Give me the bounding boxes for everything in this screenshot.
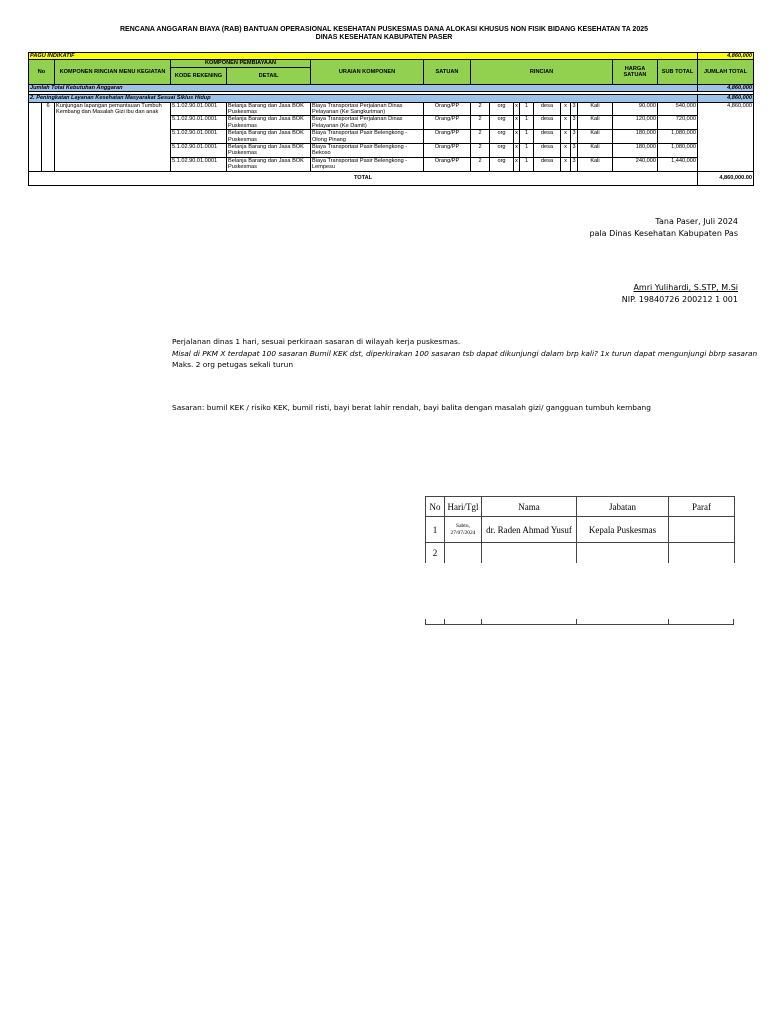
unit-2: desa [534, 144, 561, 158]
attendance-row [426, 517, 735, 543]
attendance-row [426, 543, 735, 563]
attendance-nama [482, 543, 577, 563]
header-kode-rekening: KODE REKENING [171, 67, 227, 84]
attendance-jabatan [577, 543, 669, 563]
qty-1: 2 [471, 157, 490, 171]
header-satuan: SATUAN [424, 60, 471, 84]
attendance-no: 1 [426, 517, 445, 543]
blank-cell [29, 102, 42, 171]
attendance-header-nama: Nama [482, 497, 577, 517]
harga-satuan: 240,000 [613, 157, 658, 171]
document-title [0, 26, 768, 42]
section-value: 4,860,000 [698, 95, 754, 102]
qty-2: 1 [520, 144, 534, 158]
unit-1: org [490, 130, 514, 144]
qty-2: 1 [520, 116, 534, 130]
title-line-2: DINAS KESEHATAN KABUPATEN PASER [315, 34, 453, 41]
detail: Belanja Barang dan Jasa BOK Puskesmas [227, 116, 311, 130]
header-uraian: URAIAN KOMPONEN [311, 60, 424, 84]
total-label: TOTAL [29, 171, 698, 185]
title-line-1: RENCANA ANGGARAN BIAYA (RAB) BANTUAN OPERASIONAL KESEHATAN PUSKESMAS DANA ALOKASI KHUSUS NON FISIK BIDANG KESEHATAN TA 2025 [119, 26, 649, 33]
attendance-header-no: No [426, 497, 445, 517]
unit-3: Kali [578, 157, 613, 171]
times-1: x [514, 157, 520, 171]
attendance-header-row [426, 497, 735, 517]
qty-1: 2 [471, 130, 490, 144]
times-1: x [514, 102, 520, 116]
total-row [29, 171, 754, 185]
note-sasaran: Sasaran: bumil KEK / risiko KEK, bumil risti, bayi berat lahir rendah, bayi balita dengan masalah gizi/ gangguan tumbuh kembang [172, 403, 651, 412]
harga-satuan: 180,000 [613, 130, 658, 144]
harga-satuan: 180,000 [613, 144, 658, 158]
header-no: No [29, 60, 55, 84]
header-jumlah-total: JUMLAH TOTAL [698, 60, 754, 84]
kode-rekening: 5.1.02.90.01.0001 [171, 130, 227, 144]
attendance-paraf [669, 543, 735, 563]
sub-total: 540,000 [658, 102, 698, 116]
unit-3: Kali [578, 116, 613, 130]
uraian: Biaya Transportasi Pasir Belengkong - Olong Pinang [311, 130, 424, 144]
sub-total: 1,080,000 [658, 130, 698, 144]
signature-position: pala Dinas Kesehatan Kabupaten Pas [589, 229, 738, 238]
times-2: x [561, 102, 571, 116]
unit-2: desa [534, 102, 561, 116]
header-komponen-rincian: KOMPONEN RINCIAN MENU KEGIATAN [55, 60, 171, 84]
uraian: Biaya Transportasi Perjalanan Dinas Pelayanan (Ke Damit) [311, 116, 424, 130]
detail: Belanja Barang dan Jasa BOK Puskesmas [227, 130, 311, 144]
header-komponen-pembiayaan: KOMPONEN PEMBIAYAAN [171, 60, 311, 67]
sub-total: 1,080,000 [658, 144, 698, 158]
attendance-hari [445, 543, 482, 563]
times-1: x [514, 116, 520, 130]
qty-3: 3 [571, 116, 578, 130]
qty-3: 3 [571, 130, 578, 144]
unit-2: desa [534, 130, 561, 144]
kode-rekening: 5.1.02.90.01.0001 [171, 157, 227, 171]
note-line-1: Perjalanan dinas 1 hari, sesuai perkiraan sasaran di wilayah kerja puskesmas. [172, 337, 461, 346]
satuan: Orang/PP [424, 144, 471, 158]
times-2: x [561, 130, 571, 144]
activity-jumlah: 4,860,000 [698, 102, 754, 171]
signature-nip: NIP. 19840726 200212 1 001 [621, 295, 738, 304]
total-value: 4,860,000.00 [698, 171, 754, 185]
attendance-header-paraf: Paraf [669, 497, 735, 517]
unit-1: org [490, 102, 514, 116]
unit-3: Kali [578, 102, 613, 116]
signature-place-date: Tana Paser, Juli 2024 [655, 217, 738, 226]
qty-2: 1 [520, 157, 534, 171]
times-1: x [514, 130, 520, 144]
attendance-header-jabatan: Jabatan [577, 497, 669, 517]
header-row-1 [29, 60, 754, 67]
activity-name: Kunjungan lapangan pemantauan Tumbuh Kembang dan Masalah Gizi ibu dan anak [55, 102, 171, 171]
harga-satuan: 120,000 [613, 116, 658, 130]
jumlah-kebutuhan-value: 4,860,000 [698, 84, 754, 91]
section-label: 2. Peningkatan Layanan Kesehatan Masyarakat Sesuai Siklus Hidup [29, 95, 698, 102]
unit-1: org [490, 116, 514, 130]
attendance-paraf [669, 517, 735, 543]
notes-block [172, 336, 757, 371]
unit-1: org [490, 157, 514, 171]
kode-rekening: 5.1.02.90.01.0001 [171, 144, 227, 158]
attendance-table [425, 496, 735, 563]
note-line-3: Maks. 2 org petugas sekali turun [172, 360, 294, 369]
qty-2: 1 [520, 130, 534, 144]
qty-1: 2 [471, 116, 490, 130]
header-harga-satuan: HARGA SATUAN [613, 60, 658, 84]
qty-1: 2 [471, 144, 490, 158]
unit-3: Kali [578, 130, 613, 144]
times-2: x [561, 157, 571, 171]
signature-name: Amri Yulihardi, S.STP, M.Si [633, 283, 738, 292]
pagu-value: 4,860,000 [698, 53, 754, 60]
qty-3: 3 [571, 157, 578, 171]
qty-1: 2 [471, 102, 490, 116]
attendance-jabatan: Kepala Puskesmas [577, 517, 669, 543]
qty-2: 1 [520, 102, 534, 116]
jumlah-kebutuhan-row [29, 84, 754, 91]
jumlah-kebutuhan-label: Jumlah Total Kebutuhan Anggaran [29, 84, 698, 91]
times-2: x [561, 144, 571, 158]
table-row [29, 102, 754, 116]
detail: Belanja Barang dan Jasa BOK Puskesmas [227, 144, 311, 158]
attendance-hari: Sabtu, 27/07/2024 [445, 517, 482, 543]
attendance-no: 2 [426, 543, 445, 563]
header-rincian: RINCIAN [471, 60, 613, 84]
unit-3: Kali [578, 144, 613, 158]
satuan: Orang/PP [424, 130, 471, 144]
qty-3: 3 [571, 144, 578, 158]
times-2: x [561, 116, 571, 130]
unit-1: org [490, 144, 514, 158]
kode-rekening: 5.1.02.90.01.0001 [171, 102, 227, 116]
detail: Belanja Barang dan Jasa BOK Puskesmas [227, 102, 311, 116]
uraian: Biaya Transportasi Pasir Belengkong - Lempesu [311, 157, 424, 171]
attendance-header-hari: Hari/Tgl [445, 497, 482, 517]
satuan: Orang/PP [424, 116, 471, 130]
sub-total: 720,000 [658, 116, 698, 130]
rab-table [28, 52, 754, 186]
uraian: Biaya Transportasi Pasir Belengkong - Bekoso [311, 144, 424, 158]
uraian: Biaya Transportasi Perjalanan Dinas Pelayanan (Ke Sangkuriman) [311, 102, 424, 116]
attendance-nama: dr. Raden Ahmad Yusuf [482, 517, 577, 543]
unit-2: desa [534, 116, 561, 130]
section-row [29, 95, 754, 102]
pagu-row [29, 53, 754, 60]
pagu-label: PAGU INDIKATIF [29, 53, 698, 60]
note-line-2: Misal di PKM X terdapat 100 sasaran Bumil KEK dst, diperkirakan 100 sasaran tsb dapat dikunjungi dalam brp kali? 1x turun dapat mengunjungi bbrp sasaran [172, 348, 758, 358]
header-sub-total: SUB TOTAL [658, 60, 698, 84]
satuan: Orang/PP [424, 157, 471, 171]
times-1: x [514, 144, 520, 158]
satuan: Orang/PP [424, 102, 471, 116]
detail: Belanja Barang dan Jasa BOK Puskesmas [227, 157, 311, 171]
activity-no: 6 [42, 102, 55, 171]
unit-2: desa [534, 157, 561, 171]
qty-3: 3 [571, 102, 578, 116]
header-detail: DETAIL [227, 67, 311, 84]
harga-satuan: 90,000 [613, 102, 658, 116]
sub-total: 1,440,000 [658, 157, 698, 171]
kode-rekening: 5.1.02.90.01.0001 [171, 116, 227, 130]
attendance-table-bottom-edge [425, 618, 734, 625]
